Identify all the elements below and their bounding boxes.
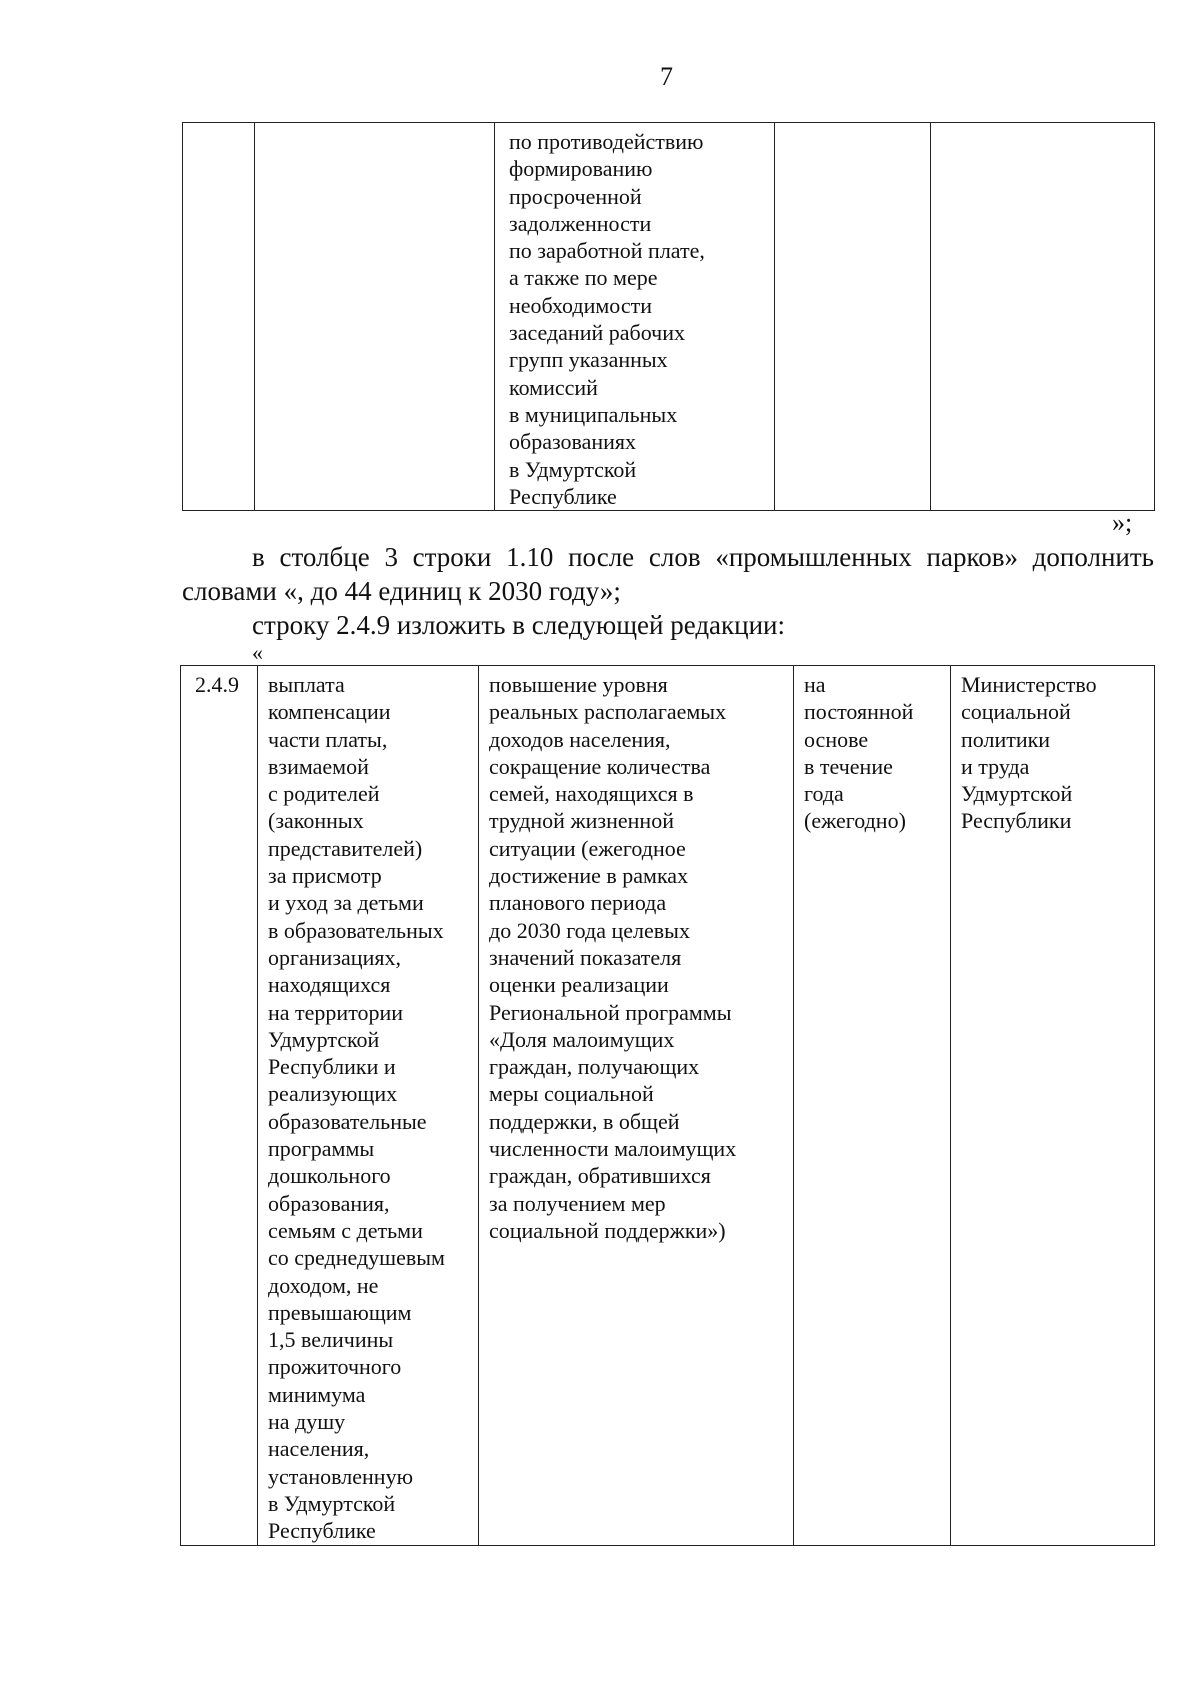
cell-text (775, 123, 930, 128)
opening-quote: « (252, 640, 263, 665)
result-cell (479, 666, 794, 1546)
cell-text (183, 123, 254, 128)
row-number-cell (181, 666, 258, 1546)
page-number: 7 (660, 62, 673, 91)
amendment-paragraph: в столбце 3 строки 1.10 после слов «промышленных парков» дополнить словами «, до 44 единиц к 2030 году»; (182, 542, 1154, 606)
replacement-row-table (180, 665, 1155, 1546)
table-cell-col2 (255, 123, 495, 511)
row-number: 2.4.9 (195, 672, 239, 697)
table-row (183, 123, 1155, 511)
cell-text (255, 123, 494, 128)
table-cell-col1 (183, 123, 255, 511)
table-cell-col4 (775, 123, 931, 511)
continuation-table (182, 122, 1155, 511)
cell-text: по противодействию формированию просроченной задолженности по заработной плате, а также по мере необходимости заседаний рабочих групп указанных комиссий в муниципальных образованиях в Удмуртской Республике (509, 129, 705, 509)
measure-cell (258, 666, 479, 1546)
table-row (181, 666, 1155, 1546)
executor-text: Министерство социальной политики и труда Удмуртской Республики (961, 672, 1097, 834)
table-cell-col5 (931, 123, 1155, 511)
table-cell-col3 (495, 123, 775, 511)
term-text: на постоянной основе в течение года (ежегодно) (804, 672, 914, 834)
instruction-paragraph: строку 2.4.9 изложить в следующей редакции: (252, 610, 786, 640)
measure-text: выплата компенсации части платы, взимаемой с родителей (законных представителей) за присмотр и уход за детьми в образовательных организациях, находящихся на территории Удмуртской Республики и реализующих образовательные программы дошкольного образования, семьям с детьми со среднедушевым доходом, не превышающим 1,5 величины прожиточного минимума на душу населения, установленную в Удмуртской Республике (268, 672, 445, 1544)
result-text: повышение уровня реальных располагаемых доходов населения, сокращение количества семей, находящихся в трудной жизненной ситуации (ежегодное достижение в рамках планового периода до 2030 года целевых значений показателя оценки реализации Региональной программы «Доля малоимущих граждан, получающих меры социальной поддержки, в общей численности малоимущих граждан, обратившихся за получением мер социальной поддержки») (489, 672, 737, 1243)
executor-cell (951, 666, 1155, 1546)
closing-quote: »; (1112, 508, 1133, 537)
term-cell (794, 666, 951, 1546)
cell-text (931, 123, 1154, 128)
